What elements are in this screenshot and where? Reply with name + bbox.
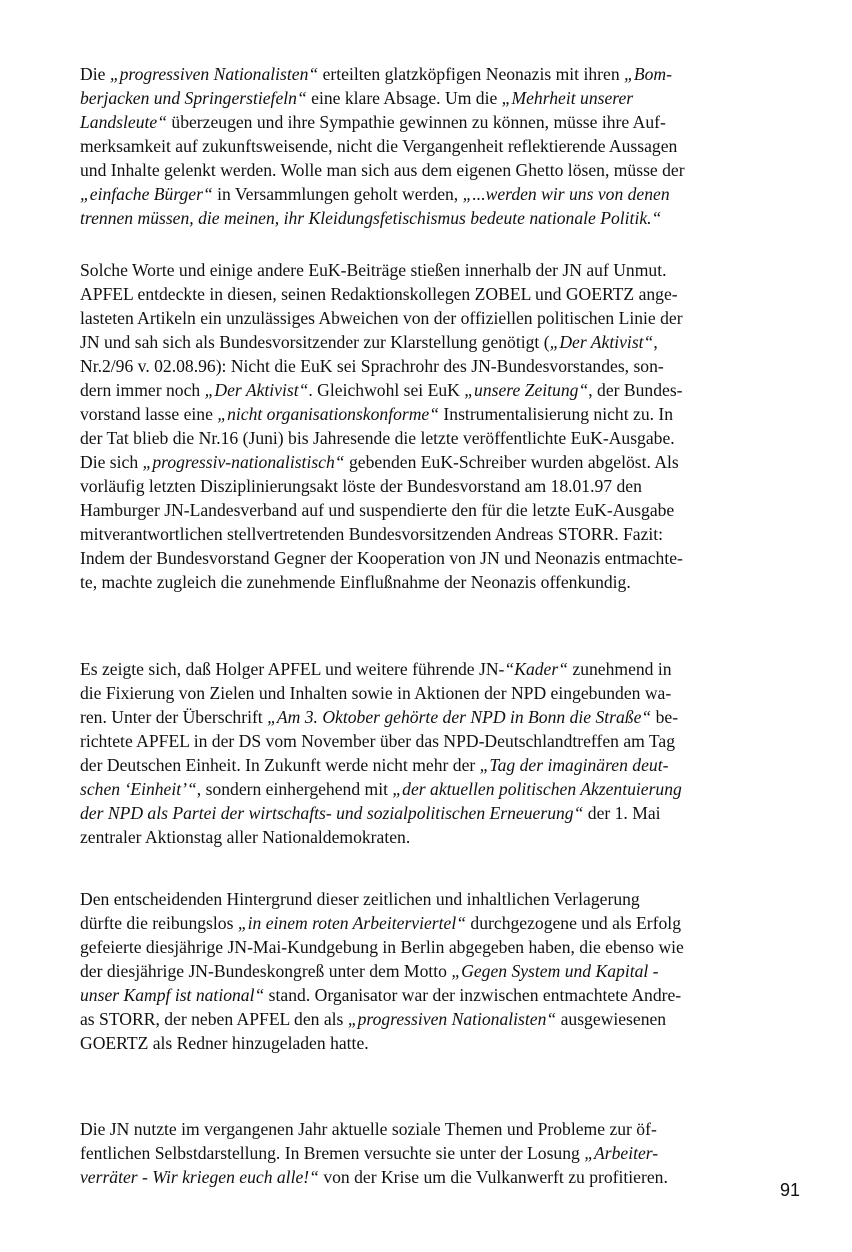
text-line: ren. Unter der Überschrift „Am 3. Oktober gehörte der NPD in Bonn die Straße“ be- bbox=[80, 707, 679, 727]
italic-phrase: „...werden wir uns von denen bbox=[462, 184, 670, 204]
text-line: Nr.2/96 v. 02.08.96): Nicht die EuK sei Sprachrohr des JN-Bundesvorstandes, son- bbox=[80, 356, 664, 376]
text-line: dürfte die reibungslos „in einem roten Arbeiterviertel“ durchgezogene und als Erfolg bbox=[80, 913, 681, 933]
text-line: Den entscheidenden Hintergrund dieser zeitlichen und inhaltlichen Verlagerung bbox=[80, 889, 640, 909]
text-line: zentraler Aktionstag aller Nationaldemokraten. bbox=[80, 827, 411, 847]
italic-phrase: „progressiven Nationalisten“ bbox=[347, 1009, 557, 1029]
text-line: mitverantwortlichen stellvertretenden Bundesvorsitzenden Andreas STORR. Fazit: bbox=[80, 524, 664, 544]
text-line: vorstand lasse eine „nicht organisationskonforme“ Instrumentalisierung nicht zu. In bbox=[80, 404, 674, 424]
text-line: die Fixierung von Zielen und Inhalten sowie in Aktionen der NPD eingebunden wa- bbox=[80, 683, 672, 703]
text-line: Hamburger JN-Landesverband auf und suspendierte den für die letzte EuK-Ausgabe bbox=[80, 500, 675, 520]
italic-phrase: „in einem roten Arbeiterviertel“ bbox=[237, 913, 467, 933]
italic-phrase: schen ‘Einheit’“ bbox=[80, 779, 197, 799]
page-number: 91 bbox=[779, 1180, 800, 1200]
text-line: „einfache Bürger“ in Versammlungen geholt werden, „...werden wir uns von denen bbox=[80, 184, 670, 204]
italic-phrase: „nicht organisationskonforme“ bbox=[217, 404, 440, 424]
text-line: Die „progressiven Nationalisten“ erteilten glatzköpfigen Neonazis mit ihren „Bom- bbox=[80, 64, 672, 84]
italic-phrase: „Gegen System und Kapital - bbox=[451, 961, 659, 981]
text-line: APFEL entdeckte in diesen, seinen Redaktionskollegen ZOBEL und GOERTZ ange- bbox=[80, 284, 678, 304]
text-line: und Inhalte gelenkt werden. Wolle man sich aus dem eigenen Ghetto lösen, müsse der bbox=[80, 160, 685, 180]
italic-phrase: „Am 3. Oktober gehörte der NPD in Bonn die Straße“ bbox=[267, 707, 652, 727]
italic-phrase: „der aktuellen politischen Akzentuierung bbox=[392, 779, 682, 799]
italic-phrase: „Mehrheit unserer bbox=[501, 88, 634, 108]
text-line: GOERTZ als Redner hinzugeladen hatte. bbox=[80, 1033, 369, 1053]
italic-phrase: „Arbeiter- bbox=[584, 1143, 659, 1163]
text-line: fentlichen Selbstdarstellung. In Bremen versuchte sie unter der Losung „Arbeiter- bbox=[80, 1143, 659, 1163]
text-line: dern immer noch „Der Aktivist“. Gleichwohl sei EuK „unsere Zeitung“, der Bundes- bbox=[80, 380, 683, 400]
text-line: der NPD als Partei der wirtschafts- und sozialpolitischen Erneuerung“ der 1. Mai bbox=[80, 803, 661, 823]
italic-phrase: „einfache Bürger“ bbox=[80, 184, 213, 204]
text-line: Die JN nutzte im vergangenen Jahr aktuelle soziale Themen und Probleme zur öf- bbox=[80, 1119, 657, 1139]
italic-phrase: „Tag der imaginären deut- bbox=[479, 755, 669, 775]
text-line: te, machte zugleich die zunehmende Einflußnahme der Neonazis offenkundig. bbox=[80, 572, 631, 592]
text-line: merksamkeit auf zukunftsweisende, nicht die Vergangenheit reflektierende Aussagen bbox=[80, 136, 678, 156]
paragraph bbox=[80, 1117, 803, 1189]
text-line: richtete APFEL in der DS vom November über das NPD-Deutschlandtreffen am Tag bbox=[80, 731, 676, 751]
text-line: der Tat blieb die Nr.16 (Juni) bis Jahresende die letzte veröffentlichte EuK-Ausgabe. bbox=[80, 428, 675, 448]
text-line bbox=[80, 206, 803, 230]
italic-phrase: berjacken und Springerstiefeln“ bbox=[80, 88, 307, 108]
text-line: der diesjährige JN-Bundeskongreß unter dem Motto „Gegen System und Kapital - bbox=[80, 961, 659, 981]
italic-phrase: “Kader“ bbox=[504, 659, 568, 679]
italic-phrase: „unsere Zeitung“ bbox=[464, 380, 589, 400]
text-line: schen ‘Einheit’“, sondern einhergehend mit „der aktuellen politischen Akzentuierung bbox=[80, 779, 682, 799]
text-line: Es zeigte sich, daß Holger APFEL und weitere führende JN-“Kader“ zunehmend in bbox=[80, 659, 672, 679]
paragraph bbox=[80, 657, 803, 849]
italic-phrase: trennen müssen, die meinen, ihr Kleidungsfetischismus bedeute nationale Politik.“ bbox=[80, 208, 662, 228]
italic-phrase: verräter - Wir kriegen euch alle!“ bbox=[80, 1167, 319, 1187]
text-line: Landsleute“ überzeugen und ihre Sympathie gewinnen zu können, müsse ihre Auf- bbox=[80, 112, 666, 132]
paragraph bbox=[80, 258, 803, 594]
paragraph bbox=[80, 62, 803, 230]
text-line: berjacken und Springerstiefeln“ eine klare Absage. Um die „Mehrheit unserer bbox=[80, 88, 634, 108]
text-line: vorläufig letzten Disziplinierungsakt löste der Bundesvorstand am 18.01.97 den bbox=[80, 476, 642, 496]
text-line: Die sich „progressiv-nationalistisch“ gebenden EuK-Schreiber wurden abgelöst. Als bbox=[80, 452, 679, 472]
italic-phrase: „progressiven Nationalisten“ bbox=[109, 64, 319, 84]
text-line: der Deutschen Einheit. In Zukunft werde nicht mehr der „Tag der imaginären deut- bbox=[80, 755, 669, 775]
paragraph bbox=[80, 887, 803, 1055]
text-line: JN und sah sich als Bundesvorsitzender zur Klarstellung genötigt („Der Aktivist“, bbox=[80, 332, 658, 352]
italic-phrase: „Der Aktivist“ bbox=[549, 332, 654, 352]
text-line: unser Kampf ist national“ stand. Organisator war der inzwischen entmachtete Andre- bbox=[80, 985, 682, 1005]
text-line: gefeierte diesjährige JN-Mai-Kundgebung in Berlin abgegeben haben, die ebenso wie bbox=[80, 937, 684, 957]
italic-phrase: „Bom- bbox=[624, 64, 672, 84]
text-line: as STORR, der neben APFEL den als „progressiven Nationalisten“ ausgewiesenen bbox=[80, 1009, 667, 1029]
italic-phrase: „Der Aktivist“ bbox=[204, 380, 309, 400]
italic-phrase: der NPD als Partei der wirtschafts- und sozialpolitischen Erneuerung“ bbox=[80, 803, 584, 823]
italic-phrase: unser Kampf ist national“ bbox=[80, 985, 265, 1005]
text-line: lasteten Artikeln ein unzulässiges Abweichen von der offiziellen politischen Linie der bbox=[80, 308, 683, 328]
text-line: Indem der Bundesvorstand Gegner der Kooperation von JN und Neonazis entmachte- bbox=[80, 548, 683, 568]
italic-phrase: Landsleute“ bbox=[80, 112, 167, 132]
text-line: verräter - Wir kriegen euch alle!“ von der Krise um die Vulkanwerft zu profitieren. bbox=[80, 1167, 668, 1187]
italic-phrase: „progressiv-nationalistisch“ bbox=[142, 452, 345, 472]
text-line: Solche Worte und einige andere EuK-Beiträge stießen innerhalb der JN auf Unmut. bbox=[80, 260, 667, 280]
